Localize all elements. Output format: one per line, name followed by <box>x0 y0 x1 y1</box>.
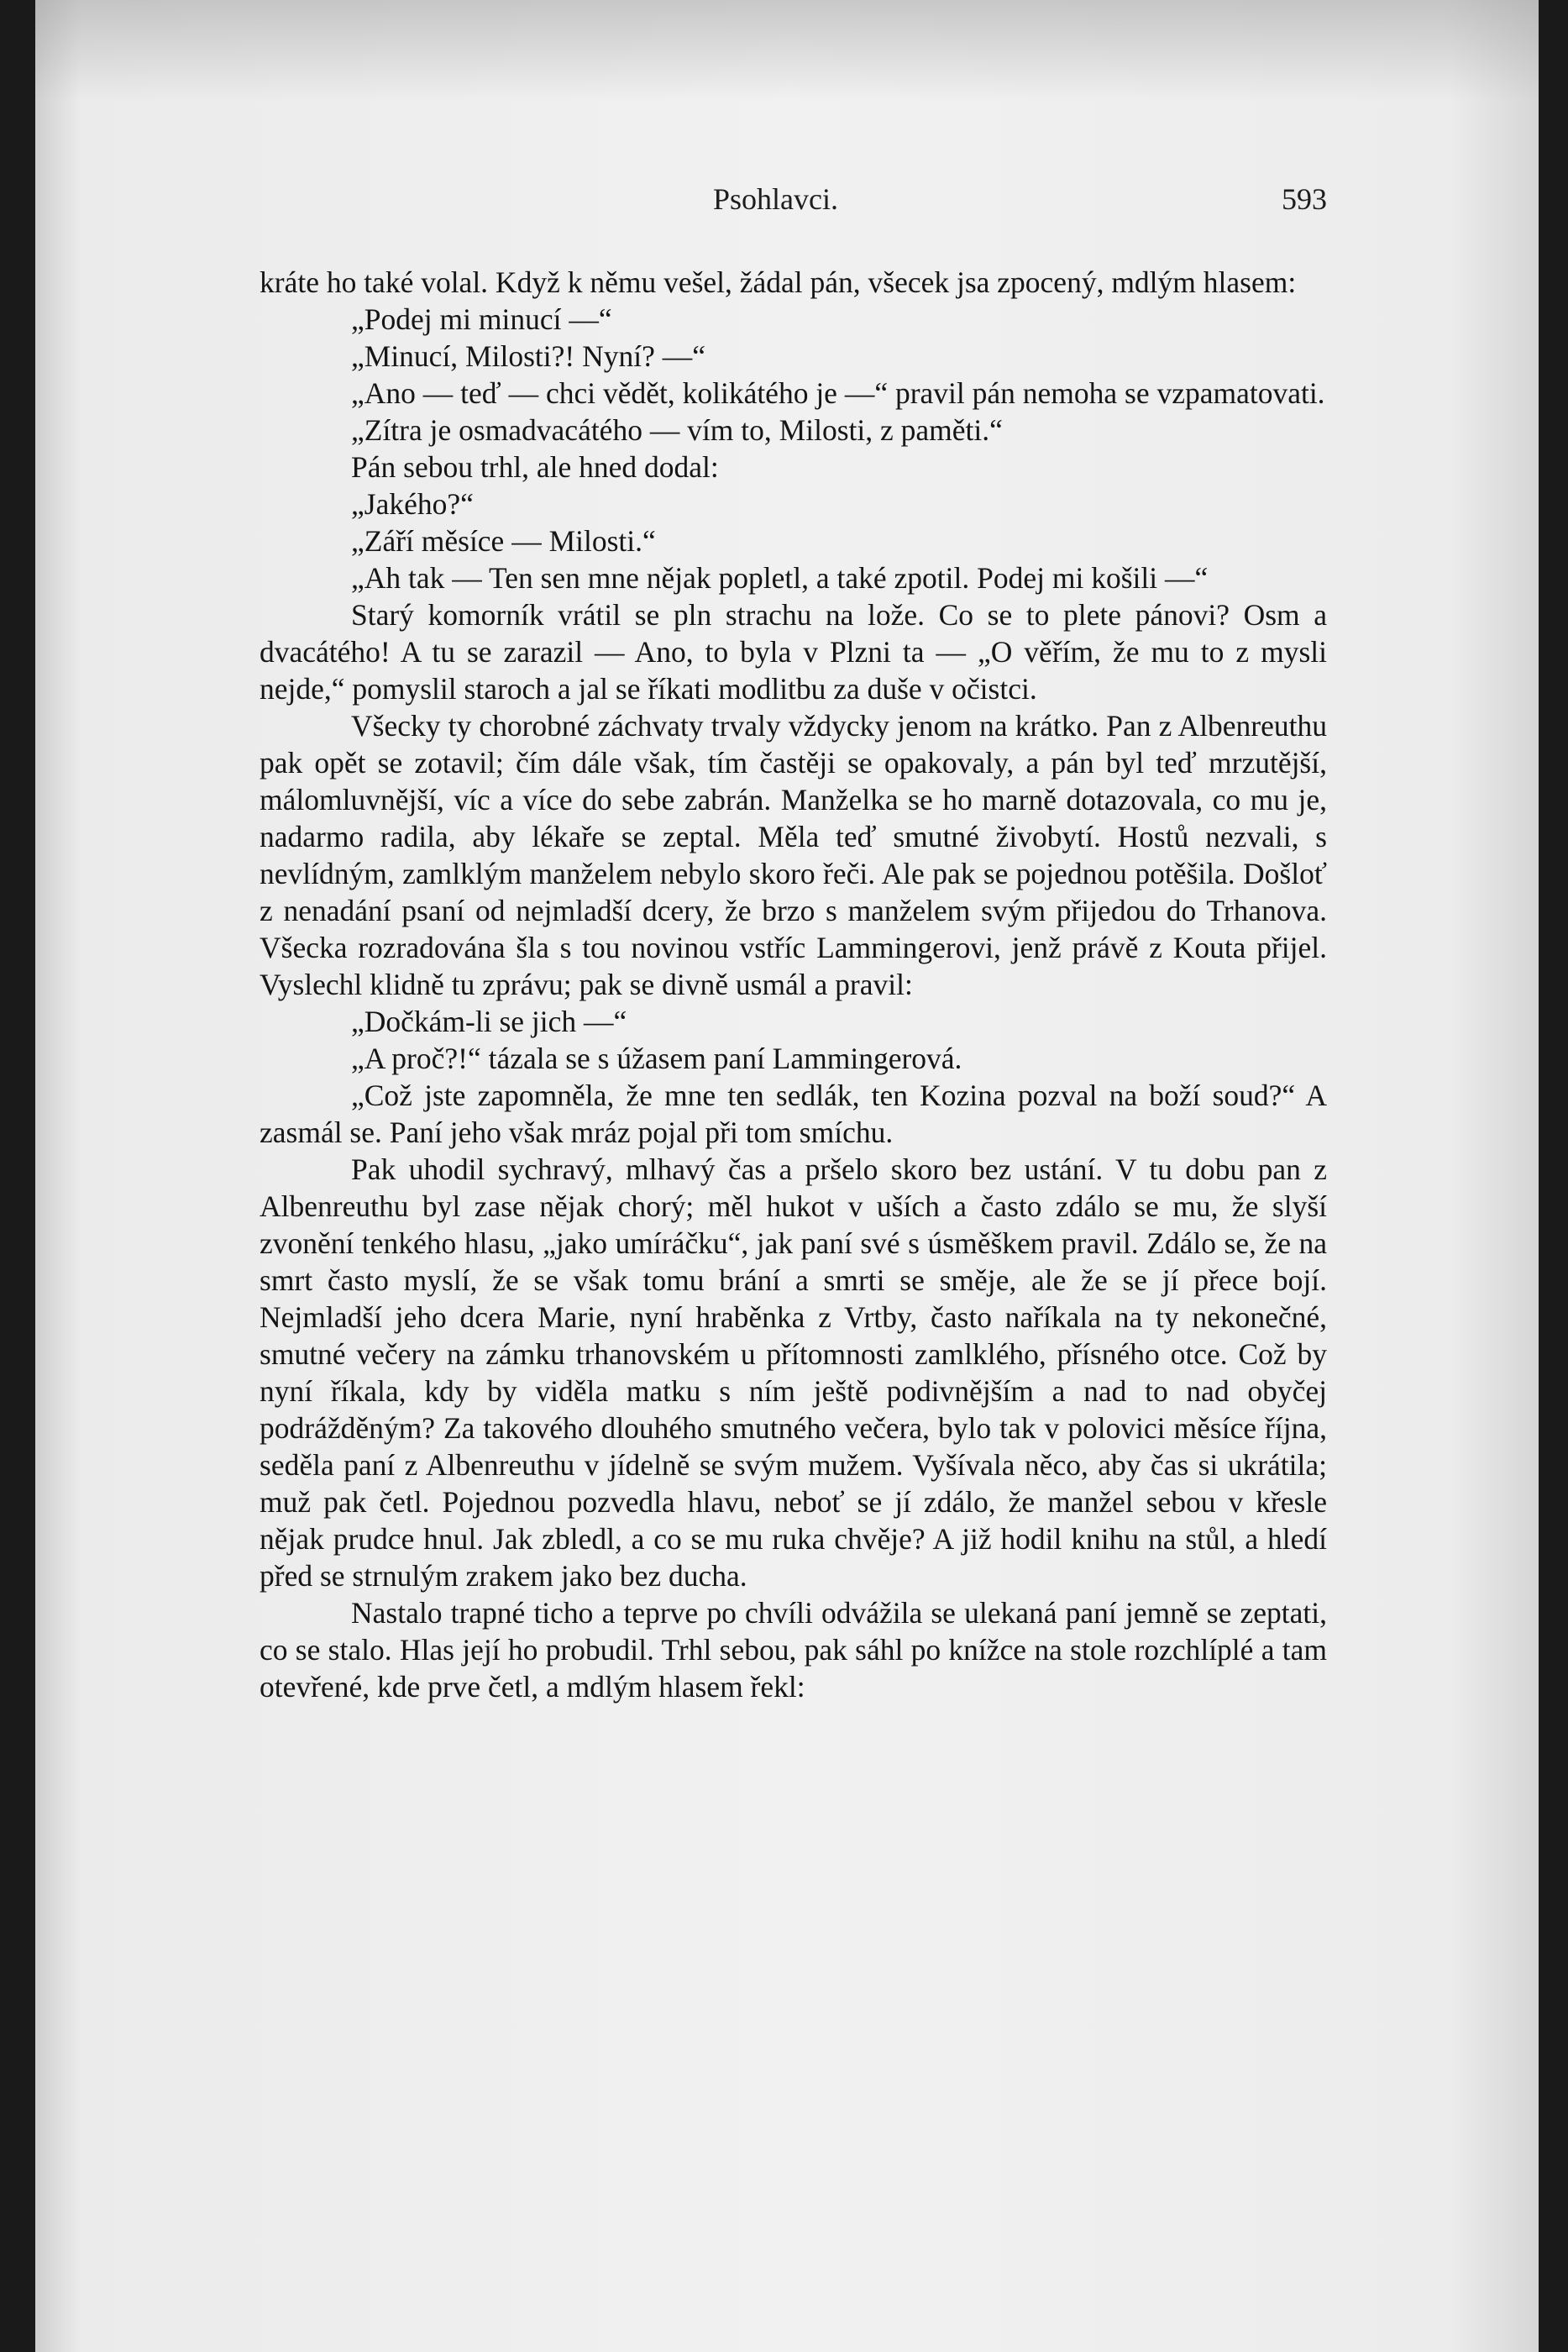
paragraph: Starý komorník vrátil se pln strachu na lože. Co se to plete pánovi? Osm a dvacátého! A tu se zarazil — Ano, to byla v Plzni ta — „O věřím, že mu to z mysli nejde,“ pomyslil staroch a jal se říkati modlitbu za duše v očistci. <box>260 598 1327 706</box>
paragraph: „Ano — teď — chci vědět, kolikátého je —“ pravil pán nemoha se vzpamatovati. <box>351 376 1325 410</box>
paragraph: Pak uhodil sychravý, mlhavý čas a pršelo skoro bez ustání. V tu dobu pan z Albenreuthu byl zase nějak chorý; měl hukot v uších a často zdálo se mu, že slyší zvonění tenkého hlasu, „jako umíráčku“, jak paní své s úsměškem pravil. Zdálo se, že na smrt často myslí, že se však tomu brání a smrti se směje, ale že se jí přece bojí. Nejmladší jeho dcera Marie, nyní hraběnka z Vrtby, často naříkala na ty nekonečné, smutné večery na zámku trhanovském u přítomnosti zamlklého, přísného otce. Což by nyní říkala, kdy by viděla matku s ním ještě podivnějším a nad to nad obyčej podrážděným? Za takového dlouhého smutného večera, bylo tak v polovici měsíce října, seděla paní z Albenreuthu v jídelně se svým mužem. Vyšívala něco, aby čas si ukrátila; muž pak četl. Pojednou pozvedla hlavu, neboť se jí zdálo, že manžel sebou v křesle nějak prudce hnul. Jak zbledl, a co se mu ruka chvěje? A již hodil knihu na stůl, a hledí před se strnulým zrakem jako bez ducha. <box>260 1152 1327 1593</box>
paragraph: „Podej mi minucí —“ <box>351 302 612 336</box>
paragraph: „Což jste zapomněla, že mne ten sedlák, ten Kozina pozval na boží soud?“ A zasmál se. Paní jeho však mráz pojal při tom smíchu. <box>260 1079 1327 1149</box>
paragraph: „Září měsíce — Milosti.“ <box>351 524 656 558</box>
running-header <box>224 181 1327 223</box>
running-title: Psohlavci. <box>713 182 838 216</box>
paragraph: kráte ho také volal. Když k němu vešel, žádal pán, všecek jsa zpocený, mdlým hlasem: <box>260 265 1297 299</box>
book-page <box>35 0 1539 2352</box>
paragraph: Pán sebou trhl, ale hned dodal: <box>351 450 719 484</box>
paragraph: „A proč?!“ tázala se s úžasem paní Lammingerová. <box>351 1042 962 1075</box>
body-text <box>260 264 1327 1705</box>
paragraph: Nastalo trapné ticho a teprve po chvíli odvážila se ulekaná paní jemně se zeptati, co se stalo. Hlas její ho probudil. Trhl sebou, pak sáhl po knížce na stole rozchlíplé a tam otevřené, kde prve četl, a mdlým hlasem řekl: <box>260 1596 1327 1704</box>
paragraph: „Ah tak — Ten sen mne nějak popletl, a také zpotil. Podej mi košili —“ <box>351 561 1209 595</box>
paragraph: „Dočkám-li se jich —“ <box>351 1005 627 1038</box>
page-number: 593 <box>1282 182 1327 216</box>
paragraph: „Minucí, Milosti?! Nyní? —“ <box>351 339 705 373</box>
paragraph: „Zítra je osmadvacátého — vím to, Milosti, z paměti.“ <box>351 413 1003 447</box>
paragraph: „Jakého?“ <box>351 487 474 521</box>
paragraph: Všecky ty chorobné záchvaty trvaly vždycky jenom na krátko. Pan z Albenreuthu pak opět se zotavil; čím dále však, tím častěji se opakovaly, a pán byl teď mrzutější, málomluvnější, víc a více do sebe zabrán. Manželka se ho marně dotazovala, co mu je, nadarmo radila, aby lékaře se zeptal. Měla teď smutné živobytí. Hostů nezvali, s nevlídným, zamlklým manželem nebylo skoro řeči. Ale pak se pojednou potěšila. Došloť z nenadání psaní od nejmladší dcery, že brzo s manželem svým přijedou do Trhanova. Všecka rozradována šla s tou novinou vstříc Lammingerovi, jenž právě z Kouta přijel. Vyslechl klidně tu zprávu; pak se divně usmál a pravil: <box>260 709 1327 1001</box>
